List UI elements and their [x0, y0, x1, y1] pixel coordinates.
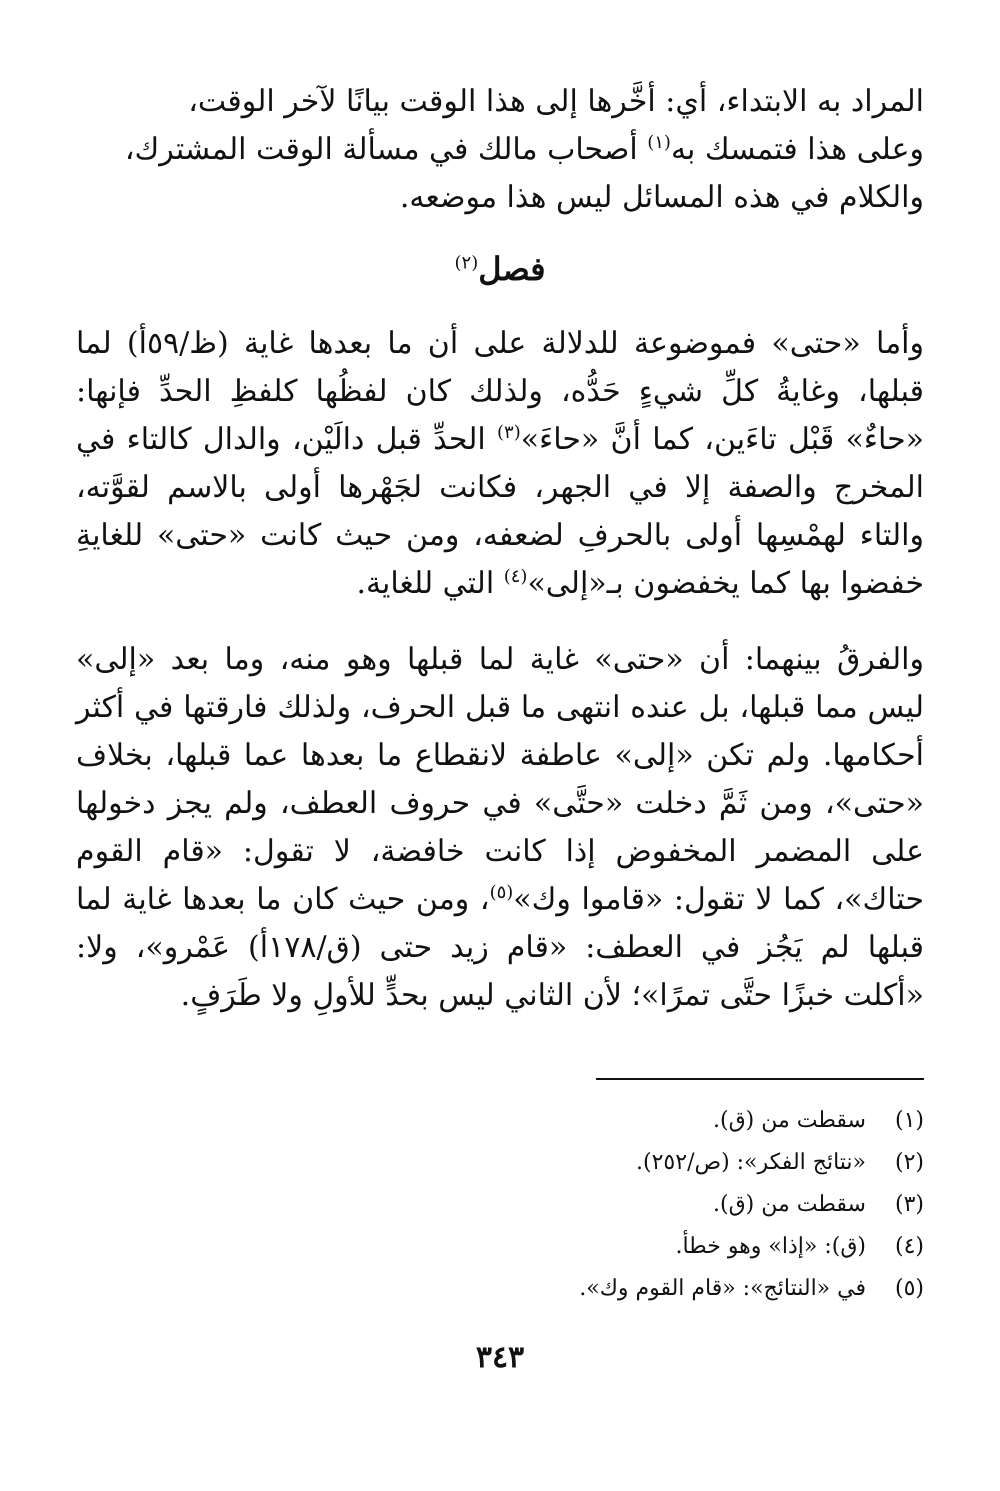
footnote-item — [200, 1100, 924, 1142]
para1-part-a: وأما «حتى» فموضوعة للدلالة على أن ما بعدها غاية (ظ/٥٩أ) لما قبلها، وغايةُ كلِّ شيءٍ حَدُّه، ولذلك كان لفظُها كلفظِ الحدِّ فإنها: «حاءٌ» قَبْل تاءَين، كما أنَّ «حاءَ» — [76, 326, 924, 457]
intro-line-2b: أصحاب مالك في مسألة الوقت المشترك، — [124, 132, 648, 167]
footnote-number: (٤) — [894, 1234, 924, 1259]
footnote-number: (٣) — [894, 1192, 924, 1217]
footnote-item — [200, 1226, 924, 1268]
footnote-ref-1: (١) — [647, 132, 671, 153]
footnote-text: سقطت من (ق). — [713, 1192, 866, 1217]
intro-paragraph — [76, 78, 924, 222]
footnote-ref-4: (٤) — [503, 566, 528, 587]
para2-part-a: والفرقُ بينهما: أن «حتى» غاية لما قبلها وهو منه، وما بعد «إلى» ليس مما قبلها، بل عنده انتهى ما قبل الحرف، ولذلك فارقتها في أكثر أحكامها. ولم تكن «إلى» عاطفة لانقطاع ما بعدها عما قبلها، بخلاف «حتى»، ومن ثَمَّ دخلت «حتَّى» في حروف العطف، ولم يجز دخولها على المضمر المخفوض إذا كانت خافضة، لا تقول: «قام القوم حتاك»، كما لا تقول: «قاموا وك» — [76, 642, 925, 917]
section-heading-text: فصل — [478, 250, 546, 288]
intro-line-3: والكلام في هذه المسائل ليس هذا موضعه. — [399, 180, 924, 215]
footnote-text: سقطت من (ق). — [713, 1108, 866, 1133]
footnote-number: (٥) — [894, 1276, 924, 1301]
intro-line-2a: وعلى هذا فتمسك به — [670, 132, 924, 167]
footnote-number: (٢) — [894, 1150, 924, 1175]
footnote-text: (ق): «إذا» وهو خطأ. — [675, 1234, 866, 1259]
intro-line-1: المراد به الابتداء، أي: أخَّرها إلى هذا الوقت بيانًا لآخر الوقت، — [188, 84, 924, 119]
footnote-text: في «النتائج»: «قام القوم وك». — [579, 1276, 866, 1301]
para1-part-c: التي للغاية. — [356, 566, 504, 601]
section-heading — [0, 250, 1000, 288]
footnote-item — [200, 1142, 924, 1184]
footnote-separator — [596, 1078, 924, 1080]
footnote-text: «نتائج الفكر»: (ص/٢٥٢). — [636, 1150, 866, 1175]
page-number: ٣٤٣ — [475, 1340, 525, 1375]
footnote-ref-5: (٥) — [489, 882, 514, 903]
footnotes-list — [200, 1100, 924, 1310]
para2-part-b: ، ومن حيث كان ما بعدها غاية لما قبلها لم يَجُز في العطف: «قام زيد حتى (ق/١٧٨أ) عَمْرو»، ولا: «أكلت خبزًا حتَّى تمرًا»؛ لأن الثاني ليس بحدٍّ للأولِ ولا طَرَفٍ. — [76, 882, 924, 1013]
para1-part-b: الحدِّ قبل دالَيْن، والدال كالتاء في المخرج والصفة إلا في الجهر، فكانت لجَهْرها أولى بالاسم لقوَّته، والتاء لهمْسِها أولى بالحرفِ لضعفه، ومن حيث كانت «حتى» للغايةِ خفضوا بها كما يخفضون بـ«إلى» — [76, 422, 924, 601]
paragraph-difference — [76, 636, 924, 1020]
paragraph-hatta — [76, 320, 924, 608]
footnote-item — [200, 1184, 924, 1226]
footnote-ref-3: (٣) — [497, 422, 521, 443]
footnote-ref-2: (٢) — [454, 252, 479, 274]
footnote-item — [200, 1268, 924, 1310]
footnote-number: (١) — [894, 1108, 924, 1133]
